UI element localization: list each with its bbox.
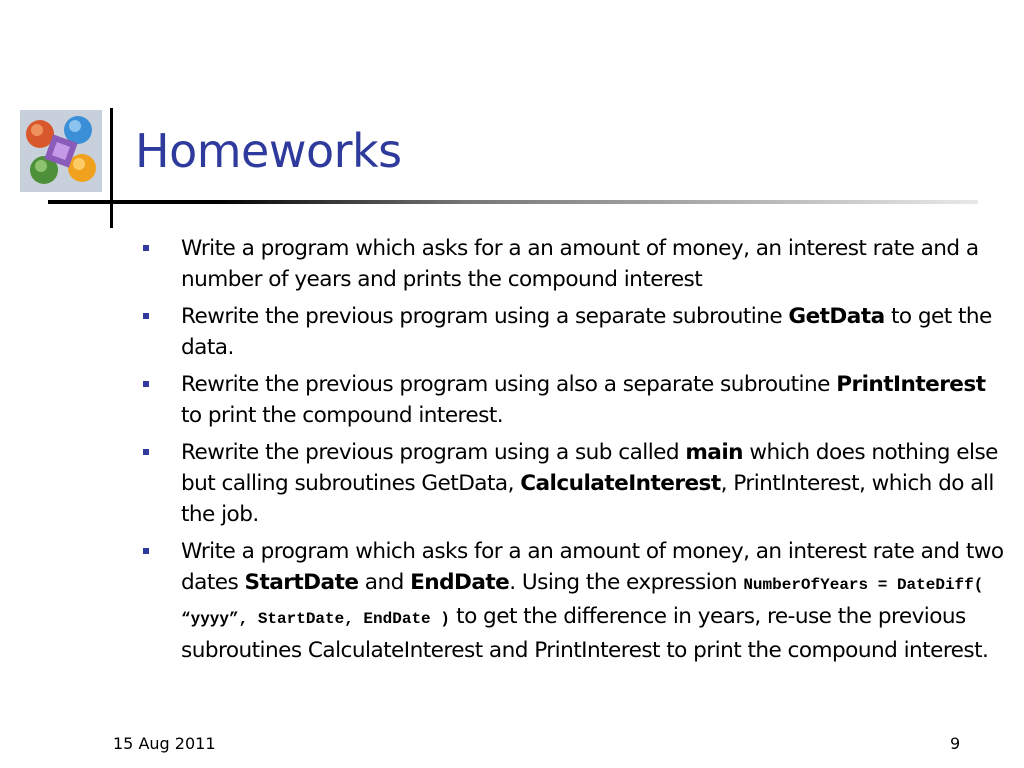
footer-date: 15 Aug 2011	[113, 734, 216, 753]
bullet-text: Rewrite the previous program using a sub called	[181, 440, 686, 465]
bold-term: EndDate	[410, 570, 510, 595]
bold-term: StartDate	[244, 570, 359, 595]
bold-term: CalculateInterest	[520, 471, 721, 496]
bullet-text: . Using the expression	[509, 570, 744, 595]
bullet-text: , PrintInterest, which do all the job.	[181, 471, 994, 527]
puzzle-pieces-icon	[20, 110, 102, 192]
title-vertical-rule	[110, 108, 113, 228]
bullet-text: Rewrite the previous program using a separate subroutine	[181, 304, 789, 329]
bullet-square-icon	[143, 313, 149, 319]
bullet-item	[140, 301, 1010, 363]
title-horizontal-rule	[48, 200, 978, 204]
bullet-item	[140, 369, 1010, 431]
bold-term: GetData	[788, 304, 885, 329]
bullet-square-icon	[143, 449, 149, 455]
code-expression: NumberOfYears = DateDiff( “yyyy”, StartDate, EndDate )	[181, 576, 984, 628]
bullet-item	[140, 233, 1010, 295]
bullet-text: Write a program which asks for a an amount of money, an interest rate and two dates	[181, 539, 1004, 595]
bullet-text: and	[358, 570, 411, 595]
bullet-text: to get the data.	[181, 304, 992, 360]
bullet-square-icon	[143, 548, 149, 554]
bullet-text: to get the difference in years, re-use the previous subroutines CalculateInterest and PrintInterest to print the compound interest.	[181, 604, 989, 663]
slide-title: Homeworks	[135, 124, 402, 178]
bullet-square-icon	[143, 381, 149, 387]
bullet-text: to print the compound interest.	[181, 403, 504, 428]
bullet-item	[140, 536, 1010, 666]
bold-term: main	[685, 440, 744, 465]
bullet-text: Rewrite the previous program using also a separate subroutine	[181, 372, 837, 397]
bullet-text: Write a program which asks for a an amount of money, an interest rate and a number of years and prints the compound interest	[181, 236, 979, 292]
bullet-text: which does nothing else but calling subroutines GetData,	[181, 440, 998, 496]
bullet-item	[140, 437, 1010, 530]
page-number: 9	[950, 734, 961, 753]
bullet-list	[140, 233, 1010, 672]
bold-term: PrintInterest	[836, 372, 986, 397]
bullet-square-icon	[143, 245, 149, 251]
